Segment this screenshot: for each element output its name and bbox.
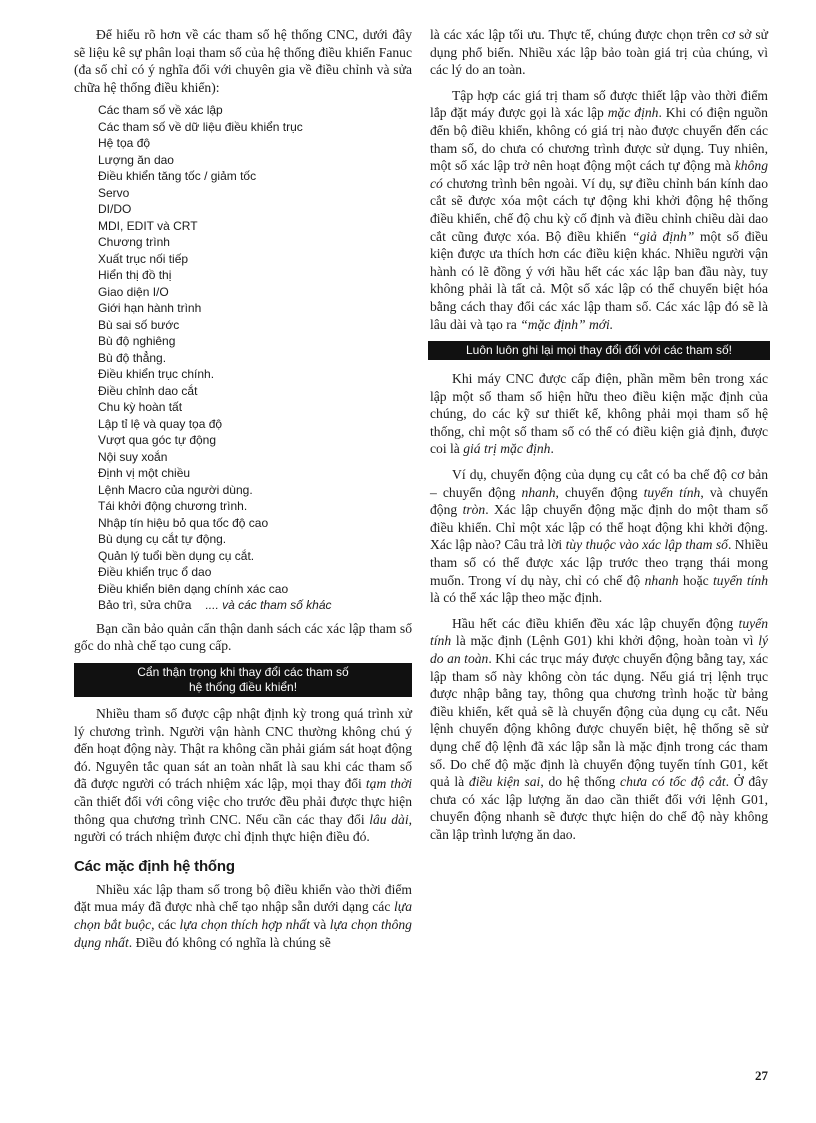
page-number: 27 <box>755 1068 768 1083</box>
emphasis: tuyến tính <box>643 484 701 500</box>
parameter-list-item: Nhập tín hiệu bỏ qua tốc độ cao <box>98 515 269 530</box>
emphasis: giá trị mặc định <box>463 441 551 457</box>
right-column <box>430 26 768 844</box>
caution-note <box>74 663 412 697</box>
parameter-list-item <box>98 597 412 614</box>
parameter-list-item: DI/DO <box>98 202 132 217</box>
text-span: là có thể xác lập theo mặc định. <box>430 590 603 606</box>
parameter-list-item: Bù độ thẳng. <box>98 350 167 365</box>
parameter-list-item: Điều khiển biên dạng chính xác cao <box>98 581 289 596</box>
text-span: Tập hợp các giá trị tham số được thiết lập vào thời điểm lắp đặt máy được gọi là xác lập <box>430 87 768 121</box>
emphasis: lâu dài <box>369 811 409 827</box>
emphasis: lý do an toàn <box>430 633 768 666</box>
continuation-paragraph: là các xác lập tối ưu. Thực tế, chúng được chọn trên cơ sở sử dụng phổ biến. Nhiều xác lập bảo toàn giá trị của chúng, vì các lý do an toàn. <box>430 27 768 78</box>
parameter-list-item: Lượng ăn dao <box>98 152 174 167</box>
parameter-list-item: Quản lý tuổi bền dụng cụ cắt. <box>98 548 255 563</box>
default-setting-paragraph <box>430 87 768 333</box>
text-span: Ví dụ, chuyển động của dụng cụ cắt có ba chế độ cơ bản – chuyển động <box>430 467 768 500</box>
record-changes-note: Luôn luôn ghi lại mọi thay đổi đối với các tham số! <box>428 341 770 360</box>
text-span: Khi máy CNC được cấp điện, phần mềm bên trong xác lập một số tham số hiện hữu theo điều kiện mặc định của chúng, do các kỹ sư thiết kế, không phải mọi tham số hệ thống, chỉ một số tham số có thể có điều kiện giả định, được coi là <box>430 371 768 457</box>
parameter-list-item: Lập tỉ lệ và quay tọa độ <box>98 416 223 431</box>
defaults-paragraph <box>74 881 412 951</box>
text-span: . Ở đây chưa có xác lập lượng ăn dao cần thiết đối với lệnh G01, chuyển động nhanh sẽ được thực hiện do chế độ này không cần lập trình lượng ăn dao. <box>430 774 768 842</box>
backup-paragraph: Bạn cần bảo quản cẩn thận danh sách các xác lập tham số gốc do nhà chế tạo cung cấp. <box>74 620 412 654</box>
emphasis: tuyến tính <box>430 615 768 649</box>
text-span: Nhiều xác lập tham số trong bộ điều khiển vào thời điểm đặt mua máy đã được nhà chế tạo nhập sẵn dưới dạng các <box>74 881 412 915</box>
parameter-list-item: Điều khiển trục ổ dao <box>98 565 212 580</box>
emphasis: lựa chọn thông dụng nhất <box>74 917 412 950</box>
emphasis: không có <box>430 158 768 191</box>
text-span: , các <box>151 917 180 932</box>
text-span: , người có trách nhiệm được chỉ định thực hiện điều đó. <box>74 811 413 845</box>
text-span: . Khi các trục máy được chuyển động bằng tay, xác lập tham số này không còn tác dụng. Nếu giá trị lệnh trục được nhập bằng tay, thông qua chương trình hoặc từ bảng điều khiển, kết quả sẽ là chuyển động của dụng cụ cắt. Nếu lệnh chuyển động không được chuyển biệt, hệ thống sẽ sử dụng chế độ lệnh đã xác lập sẵn là mặc định trong các tham số. Do chế độ mặc định là chuyển động tuyến tính G01, kết quả là <box>430 651 769 790</box>
emphasis: tuyến tính <box>713 572 769 588</box>
intro-paragraph: Để hiểu rõ hơn về các tham số hệ thống CNC, dưới đây sẽ liệu kê sự phân loại tham số của hệ thống điều khiển Fanuc (đa số chỉ có ý nghĩa đối với chuyên gia về điều chỉnh và sửa chữa hệ thống điều khiển): <box>74 27 412 95</box>
parameter-list-item: Tái khởi động chương trình. <box>98 499 248 514</box>
emphasis: tùy thuộc vào xác lập tham số <box>565 537 728 553</box>
parameter-list-item: Hệ tọa độ <box>98 136 151 151</box>
parameter-list-item: Hiển thị đồ thị <box>98 268 172 283</box>
text-span: hoặc <box>678 572 714 588</box>
emphasis: tròn <box>462 502 486 518</box>
emphasis: lựa chọn thích hợp nhất <box>179 917 310 932</box>
parameter-maintenance: Bảo trì, sửa chữa <box>98 598 192 613</box>
parameter-list-item: Bù dụng cụ cắt tự động. <box>98 532 227 547</box>
emphasis: “mặc định” mới. <box>520 316 614 332</box>
parameter-list-item: Điều khiển tăng tốc / giảm tốc <box>98 169 257 184</box>
parameter-list-item: Các tham số về dữ liệu điều khiển trục <box>98 119 303 134</box>
emphasis: lựa chọn bắt buộc <box>74 899 412 932</box>
text-span: một số điều kiện được ưa thích hơn các điều kiện khác. Nhiều người vận hành có lẽ đồng ý với hầu hết các xác lập ban đầu này, tuy không phải là tất cả. Một số xác lập có thể chuyển biệt hóa bằng cách thay đổi các xác lập tham số. Các xác lập đó sẽ là lâu dài và tạo ra <box>430 228 768 332</box>
parameter-list-item: Vượt qua góc tự động <box>98 433 217 448</box>
emphasis: nhanh <box>644 572 679 588</box>
parameter-list-item: Servo <box>98 185 130 200</box>
text-span: , do hệ thống <box>540 774 621 790</box>
emphasis: mặc định <box>607 105 659 121</box>
power-on-paragraph <box>430 370 768 458</box>
parameter-list-item: Bù sai số bước <box>98 317 180 332</box>
text-span: cần thiết đối với công việc cho trước đều phải được thực hiện thông qua chương trình CNC. Nếu cần các thay đổi <box>74 794 412 827</box>
text-span: . Điều đó không có nghĩa là chúng sẽ <box>128 934 331 950</box>
linear-default-paragraph <box>430 615 768 844</box>
text-span: . Khi có điện nguồn đến bộ điều khiển, không có giá trị nào được chuyển đến các tham số, do chưa có chương trình được sử dụng. Tuy nhiên, một số xác lập trở nên hoạt động một cách tự động mà <box>430 105 768 174</box>
parameter-list-item: Lệnh Macro của người dùng. <box>98 482 253 497</box>
text-span: , chuyển động <box>555 484 644 500</box>
periodic-update-paragraph <box>74 705 412 846</box>
parameter-list-item: Chu kỳ hoàn tất <box>98 400 183 415</box>
parameter-list-item: Điều chỉnh dao cắt <box>98 383 198 398</box>
parameter-others: .... và các tham số khác <box>205 598 332 613</box>
parameter-list-item: MDI, EDIT và CRT <box>98 218 198 233</box>
emphasis: điều kiện sai <box>468 774 541 790</box>
parameter-list-item: Nội suy xoắn <box>98 449 168 464</box>
text-span: , và chuyển động <box>430 484 769 518</box>
emphasis: chưa có tốc độ cắt <box>620 774 726 790</box>
text-span: là mặc định (Lệnh G01) khi khởi động, hoàn toàn vì <box>451 633 759 649</box>
caution-note-line1: Cẩn thận trọng khi thay đổi các tham số <box>137 665 349 680</box>
text-span: . <box>550 441 554 457</box>
parameter-list <box>98 102 412 614</box>
text-span: Nhiều tham số được cập nhật định kỳ trong quá trình xử lý chương trình. Người vận hành CNC thường không chú ý đến hoạt động này. Thật ra không cần phải giám sát hoạt động đó. Nguyên tắc quan sát an toàn nhất là sau khi các tham số đã được người có trách nhiệm xác lập, mọi thay đổi <box>74 706 412 792</box>
text-span: . Xác lập chuyển động mặc định do một tham số điều khiển. Chỉ một xác lập có thể hoạt động khi khởi động. Xác lập nào? Câu trả lời <box>430 502 768 553</box>
text-span: và <box>309 917 330 932</box>
text-span: chương trình bên ngoài. Ví dụ, sự điều chỉnh bán kính dao cắt sẽ được xóa một cách tự động khi khởi động hệ thống điều khiển, chế độ chu kỳ cố định và điều chỉnh chiều dài dao cắt cũng được xóa. Bộ điều khiển <box>430 175 768 244</box>
emphasis: nhanh <box>521 484 556 500</box>
parameter-list-item: Giới hạn hành trình <box>98 301 202 316</box>
motion-modes-paragraph <box>430 466 768 607</box>
text-span: Hầu hết các điều khiển đều xác lập chuyển động <box>452 615 739 631</box>
parameter-list-item: Chương trình <box>98 235 170 250</box>
section-heading: Các mặc định hệ thống <box>74 857 235 875</box>
emphasis: tạm thời <box>365 776 412 792</box>
parameter-list-item: Giao diện I/O <box>98 284 169 299</box>
parameter-list-item: Xuất trục nối tiếp <box>98 251 189 266</box>
caution-note-line2: hệ thống điều khiển! <box>188 680 298 695</box>
parameter-list-item: Điều khiển trục chính. <box>98 367 215 382</box>
parameter-list-item: Các tham số về xác lập <box>98 103 223 118</box>
parameter-list-item: Định vị một chiều <box>98 466 191 481</box>
text-span: . Nhiều tham số có thể được xác lập trước theo trạng thái mong muốn. Trong ví dụ này, chỉ có chế độ <box>430 537 768 588</box>
emphasis: “giả định” <box>631 228 695 244</box>
parameter-list-item: Bù độ nghiêng <box>98 334 176 349</box>
left-column <box>74 26 412 951</box>
